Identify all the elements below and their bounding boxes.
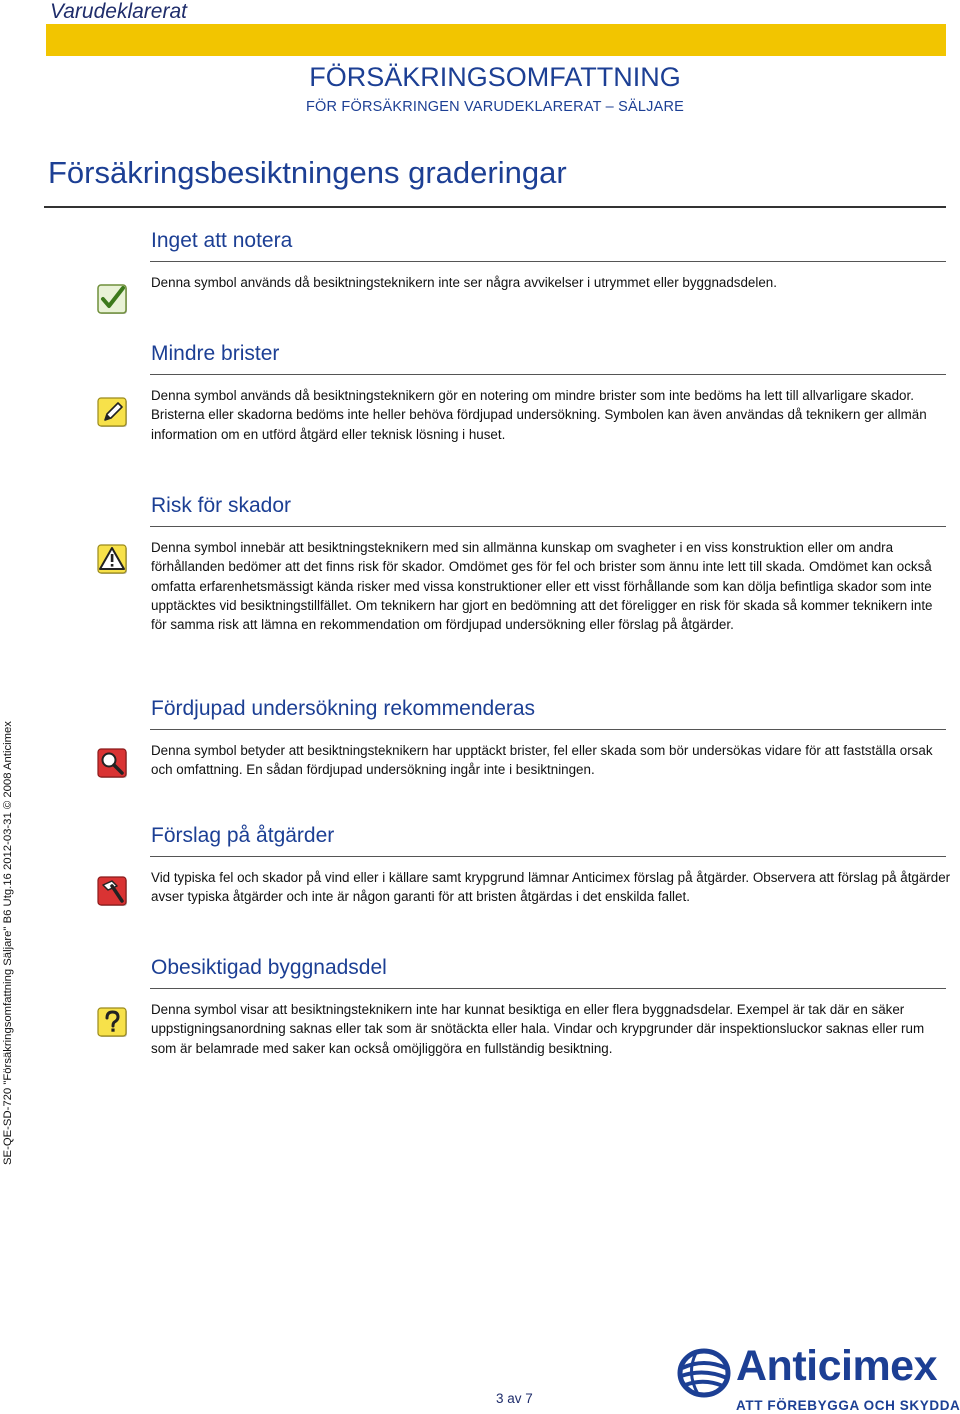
section-divider — [150, 261, 946, 262]
section-text: Denna symbol betyder att besiktningsteknikern har upptäckt brister, fel eller skada som bör undersökas vidare för att fastställa orsak och omfattning. En sådan fördjupad undersökning ingår inte i besiktningen. — [151, 743, 933, 778]
document-label: Varudeklarerat — [50, 0, 187, 23]
logo-tagline: ATT FÖREBYGGA OCH SKYDDA — [736, 1398, 960, 1413]
section-title: Mindre brister — [151, 342, 280, 365]
anticimex-logo — [676, 1342, 960, 1414]
warning-icon — [96, 543, 130, 577]
document-reference: SE-QE-SD-720 "Försäkringsomfattning Säljare" B6 Utg.16 2012-03-31 © 2008 Anticimex — [2, 721, 14, 1165]
section-text: Denna symbol används då besiktningsteknikern gör en notering om mindre brister som inte bedöms ha lett till allvarligare skador. Bristerna eller skadorna bedöms inte heller behöva fördjupad undersökning. Symbolen kan även användas då teknikern ger allmän information om en utförd åtgärd eller teknisk lösning i huset. — [151, 388, 927, 442]
hammer-icon — [96, 875, 130, 909]
section-fordjupad-undersokning — [0, 697, 960, 797]
section-title: Fördjupad undersökning rekommenderas — [151, 697, 536, 720]
section-divider — [150, 988, 946, 989]
logo-wordmark: Anticimex — [736, 1342, 938, 1390]
sub-title: FÖR FÖRSÄKRINGEN VARUDEKLARERAT – SÄLJARE — [305, 99, 685, 115]
section-text: Vid typiska fel och skador på vind eller i källare samt krypgrund lämnar Anticimex förslag på åtgärder. Observera att förslag på åtgärder avser typiska åtgärder och inte är någon garanti för att bristen åtgärdas i det enskilda fallet. — [151, 870, 951, 905]
section-divider — [150, 729, 946, 730]
section-divider — [150, 526, 946, 527]
pencil-icon — [96, 396, 130, 430]
section-mindre-brister — [0, 342, 960, 462]
section-divider — [150, 374, 946, 375]
page-heading: Försäkringsbesiktningens graderingar — [48, 155, 567, 190]
checkmark-icon — [96, 283, 130, 317]
section-title: Inget att notera — [151, 229, 293, 252]
section-obesiktigad-byggnadsdel — [0, 956, 960, 1066]
section-text: Denna symbol innebär att besiktningsteknikern med sin allmänna kunskap om svagheter i en viss konstruktion eller om andra förhållanden bedömer att det finns risk för skador. Omdömet ges för fel och brister som ännu inte lett till skada. Omdömet kan också omfatta erfarenhetsmässigt kända risker med vissa konstruktioner eller ett visst förhållande som kan dölja befintliga skador som inte upptäcktes vid besiktningstillfället. Om teknikern har gjort en bedömning att det föreligger en risk för skada så kommer teknikern inte för samma risk att lämna en rekommendation om fördjupad undersökning eller förslag på åtgärder. — [151, 540, 933, 633]
section-forslag-pa-atgarder — [0, 824, 960, 924]
section-title: Obesiktigad byggnadsdel — [151, 956, 387, 979]
section-divider — [150, 856, 946, 857]
heading-divider — [44, 206, 946, 208]
magnifier-icon — [96, 747, 130, 781]
page-number: 3 av 7 — [496, 1391, 533, 1406]
section-risk-for-skador — [0, 494, 960, 664]
header-band — [46, 24, 946, 56]
main-title: FÖRSÄKRINGSOMFATTNING — [309, 62, 681, 92]
globe-icon — [676, 1348, 732, 1398]
section-title: Risk för skador — [151, 494, 292, 517]
section-text: Denna symbol används då besiktningsteknikern inte ser några avvikelser i utrymmet eller byggnadsdelen. — [151, 275, 777, 290]
question-icon — [96, 1006, 130, 1040]
section-title: Förslag på åtgärder — [151, 824, 335, 847]
section-inget-att-notera — [0, 229, 960, 329]
section-text: Denna symbol visar att besiktningsteknikern inte har kunnat besiktiga en eller flera byggnadsdelar. Exempel är tak där en säker uppstigningsanordning saknas eller tak som är snötäckta eller hala. Vindar och krypgrunder där inspektionsluckor saknas eller rum som är belamrade med saker kan också omöjliggöra en fullständig besiktning. — [151, 1002, 925, 1056]
